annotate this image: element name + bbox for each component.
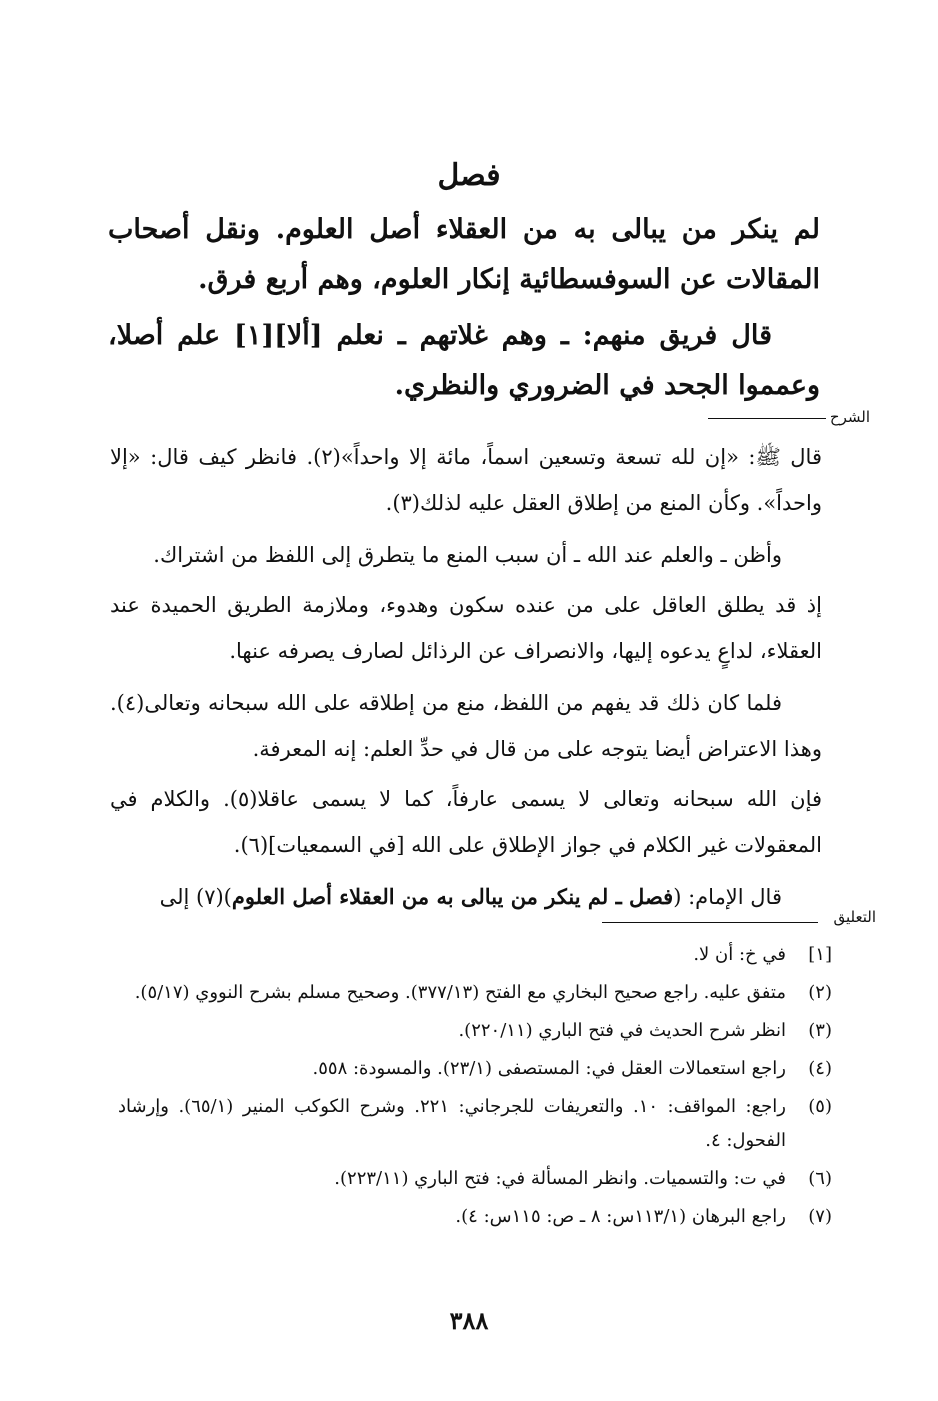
- main-text-paragraph-1: لم ينكر من يبالى به من العقلاء أصل العلوم. ونقل أصحاب المقالات عن السوفسطائية إنكار العلوم، وهم أربع فرق.: [108, 214, 820, 295]
- footnote-number: (٢): [808, 982, 832, 1003]
- main-text: [108, 205, 820, 411]
- commentary-paragraph-3: إذ قد يطلق العاقل على من عنده سكون وهدوء، وملازمة الطريق الحميدة عند العقلاء، لداعٍ يدعوه إليها، والانصراف عن الرذائل لصارف يصرفه عنها.: [110, 593, 822, 663]
- sharh-rule: [708, 418, 826, 419]
- footnote-item: [118, 1162, 832, 1196]
- footnote-number: [١]: [808, 944, 832, 965]
- sharh-label: الشرح: [829, 408, 870, 426]
- notes-rule: [602, 922, 818, 923]
- footnote-text: راجع استعمالات العقل في: المستصفى (٢٣/١). والمسودة: ٥٥٨.: [312, 1058, 786, 1079]
- footnote-number: (٤): [808, 1058, 832, 1079]
- footnote-text: انظر شرح الحديث في فتح الباري (٢٢٠/١١).: [458, 1020, 786, 1041]
- footnote-item: [118, 938, 832, 972]
- footnote-item: [118, 976, 832, 1010]
- commentary-paragraph-4: فلما كان ذلك قد يفهم من اللفظ، منع من إطلاقه على الله سبحانه وتعالى(٤). وهذا الاعتراض أيضا يتوجه على من قال في حدِّ العلم: إنه المعرفة.: [110, 691, 822, 761]
- footnotes: [118, 938, 832, 1238]
- commentary-paragraph-1: قال ﷺ: «إن لله تسعة وتسعين اسماً، مائة إلا واحداً»(٢). فانظر كيف قال: «إلا واحداً». وكأن المنع من إطلاق العقل عليه لذلك(٣).: [110, 445, 822, 515]
- footnote-number: (٣): [808, 1020, 832, 1041]
- commentary-p6-quote: فصل ـ لم ينكر من يبالى به من العقلاء أصل العلوم: [231, 884, 674, 909]
- commentary-p6-start: قال الإمام: (: [673, 885, 782, 909]
- footnote-number: (٧): [808, 1206, 832, 1227]
- commentary-p6-end: )(٧) إلى: [159, 885, 232, 909]
- footnote-number: (٥): [808, 1096, 832, 1117]
- footnote-item: [118, 1014, 832, 1048]
- commentary-paragraph-2: وأظن ـ والعلم عند الله ـ أن سبب المنع ما يتطرق إلى اللفظ من اشتراك.: [153, 543, 782, 567]
- footnote-item: [118, 1090, 832, 1158]
- footnote-text: في ت: والتسميات. وانظر المسألة في: فتح الباري (٢٢٣/١١).: [334, 1168, 786, 1189]
- footnote-number: (٦): [808, 1168, 832, 1189]
- footnote-text: في خ: أن لا.: [693, 944, 786, 965]
- footnote-text: متفق عليه. راجع صحيح البخاري مع الفتح (٣٧٧/١٣). وصحيح مسلم بشرح النووي (٥/١٧).: [134, 982, 786, 1003]
- commentary-text: [110, 434, 822, 920]
- footnote-text: راجع: المواقف: ١٠. والتعريفات للجرجاني: ٢٢١. وشرح الكوكب المنير (٦٥/١). وإرشاد الفحول: ٤.: [118, 1096, 786, 1151]
- page-number: ٣٨٨: [449, 1306, 489, 1335]
- commentary-paragraph-5: فإن الله سبحانه وتعالى لا يسمى عارفاً، كما لا يسمى عاقلا(٥). والكلام في المعقولات غير الكلام في جواز الإطلاق على الله [في السمعيات](٦).: [110, 787, 823, 857]
- footnote-text: راجع البرهان (١١٣/١س: ٨ ـ ص: ١١٥س: ٤).: [455, 1206, 786, 1227]
- main-text-paragraph-2: قال فريق منهم: ـ وهم غلاتهم ـ نعلم [ألا][١] علم أصلا، وعمموا الجحد في الضروري والنظري.: [108, 320, 820, 401]
- commentary-paragraph-6: [110, 874, 822, 920]
- footnote-item: [118, 1200, 832, 1234]
- notes-label: التعليق: [833, 908, 876, 926]
- footnote-item: [118, 1052, 832, 1086]
- section-heading: فصل: [437, 158, 501, 193]
